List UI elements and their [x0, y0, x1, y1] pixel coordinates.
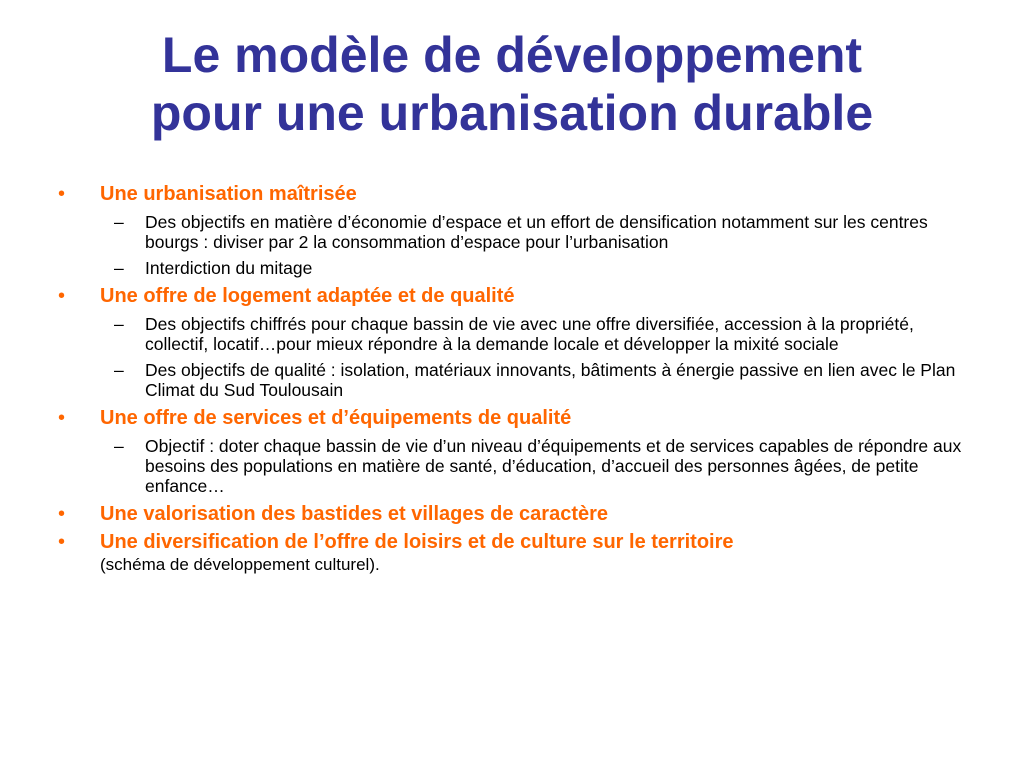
sub-bullet-text: Interdiction du mitage	[145, 258, 313, 278]
slide-title-line-1: Le modèle de développement	[161, 27, 863, 83]
slide-title-line-2: pour une urbanisation durable	[150, 85, 874, 141]
sub-bullet-item	[100, 314, 968, 354]
sub-bullet-list	[100, 436, 968, 496]
slide-title	[40, 26, 984, 142]
sub-bullet-list	[100, 212, 968, 278]
sub-bullet-item	[100, 212, 968, 252]
dash-marker-icon: –	[114, 360, 124, 380]
bullet-marker-icon: •	[58, 503, 66, 525]
bullet-heading: Une valorisation des bastides et villages de caractère	[100, 503, 609, 525]
dash-marker-icon: –	[114, 314, 124, 334]
bullet-note: (schéma de développement culturel).	[100, 555, 380, 574]
sub-bullet-item	[100, 436, 968, 496]
sub-bullet-list	[100, 314, 968, 400]
bullet-marker-icon: •	[58, 531, 66, 553]
bullet-marker-icon: •	[58, 407, 66, 429]
bullet-heading: Une offre de services et d’équipements de qualité	[100, 407, 572, 429]
bullet-heading: Une diversification de l’offre de loisirs et de culture sur le territoire	[100, 531, 734, 553]
bullet-item	[58, 182, 968, 278]
sub-bullet-text: Des objectifs chiffrés pour chaque bassin de vie avec une offre diversifiée, accession à la propriété, collectif, locatif…pour mieux répondre à la demande locale et développer la mixité sociale	[145, 314, 914, 354]
dash-marker-icon: –	[114, 212, 124, 232]
bullet-marker-icon: •	[58, 285, 66, 307]
bullet-heading: Une urbanisation maîtrisée	[100, 183, 357, 205]
bullet-marker-icon: •	[58, 183, 66, 205]
sub-bullet-item	[100, 360, 968, 400]
sub-bullet-text: Des objectifs en matière d’économie d’espace et un effort de densification notamment sur les centres bourgs : diviser par 2 la consommation d’espace pour l’urbanisation	[145, 212, 928, 252]
dash-marker-icon: –	[114, 258, 124, 278]
sub-bullet-text: Objectif : doter chaque bassin de vie d’un niveau d’équipements et de services capables de répondre aux besoins des populations en matière de santé, d’éducation, d’accueil des personnes âgées, de petite enfance…	[145, 436, 962, 496]
bullet-item	[58, 284, 968, 400]
sub-bullet-text: Des objectifs de qualité : isolation, matériaux innovants, bâtiments à énergie passive en lien avec le Plan Climat du Sud Toulousain	[145, 360, 956, 400]
bullet-item	[58, 502, 968, 526]
dash-marker-icon: –	[114, 436, 124, 456]
sub-bullet-item	[100, 258, 968, 278]
bullet-item	[58, 530, 968, 575]
bullet-list	[58, 182, 968, 575]
bullet-item	[58, 406, 968, 496]
bullet-heading: Une offre de logement adaptée et de qualité	[100, 285, 515, 307]
